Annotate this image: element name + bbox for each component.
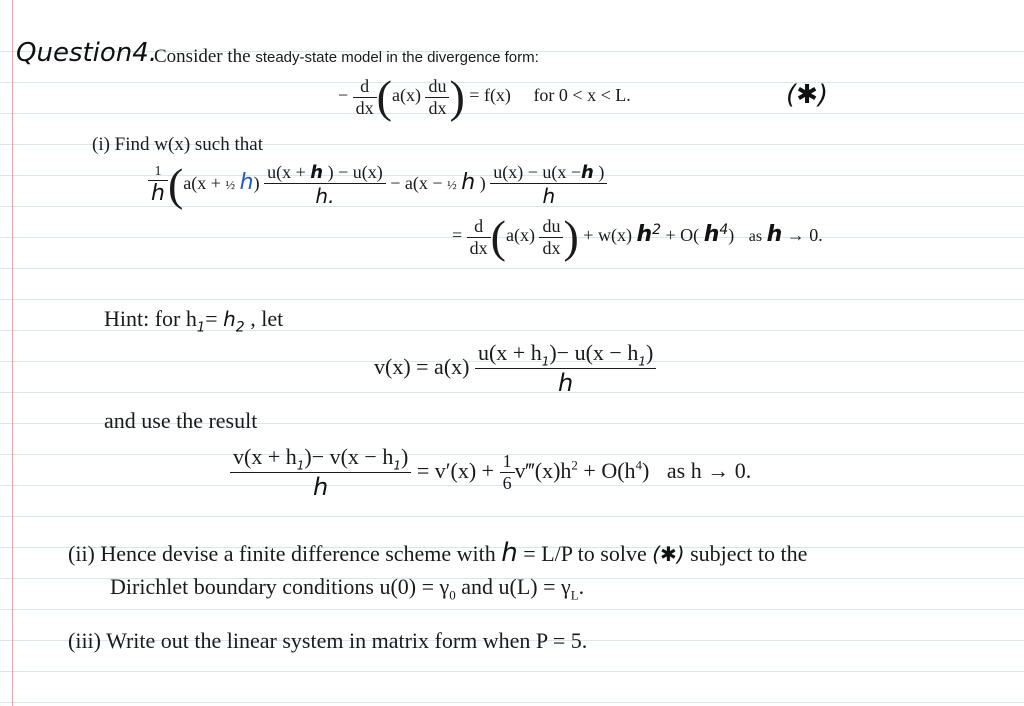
- margin-line: [12, 0, 13, 706]
- hint-line: Hint: for $h_1= h_2$ , let: [104, 306, 284, 336]
- v-definition: v(x) = a(x) $\frac{u(x + h_1)- u(x - h_1)}{h}$: [374, 340, 656, 397]
- part-ii-line2: Dirichlet boundary conditions $u(0) = \gamma_0$ and $u(L) = \gamma_L$.: [110, 574, 585, 603]
- intro-serif: Consider the: [154, 46, 251, 67]
- part-ii-line1: (ii) Hence devise a finite difference scheme with h = L/P to solve (✱) subject to the: [68, 538, 808, 568]
- equation-tag: (✱): [786, 80, 829, 110]
- frac-forward-diff: $\frac{u(x + h ) - u(x)}{h.}$: [264, 162, 386, 208]
- eq-rhs: = f(x): [469, 85, 511, 106]
- part-i-label: (i) Find w(x) such that: [92, 134, 263, 155]
- eq-ax: a(x): [391, 85, 421, 106]
- part-i-line1: $\frac{1}{h}$ (a(x + ½ h) $\frac{u(x + h ) - u(x)}{h.}$ − a(x − ½ h ) $\frac{u(x) - u(x -h )}{h}$: [148, 162, 607, 208]
- intro-line: [154, 46, 539, 68]
- main-equation: − $\frac{d}{dx}$ (a(x) $\frac{du}{dx}$ ) = f(x) for 0 < x < L.: [338, 71, 631, 122]
- intro-sans: steady-state model in the divergence form:: [255, 49, 539, 66]
- and-use-line: and use the result: [104, 408, 258, 433]
- eq-frac-d: $\frac{d}{dx}$: [353, 76, 377, 119]
- eq-minus: −: [338, 85, 349, 106]
- eq-domain: for 0 < x < L.: [533, 85, 631, 106]
- question-title: Question4.: [16, 38, 158, 68]
- frac-backward-diff: $\frac{u(x) - u(x -h )}{h}$: [490, 162, 607, 208]
- part-i-line2: = $\frac{d}{dx}$ (a(x) $\frac{du}{dx}$ ) + w(x) $h^2 + O$( $h^4$) as h → 0.: [452, 211, 823, 262]
- hint-result: $\frac{v(x + h_1)- v(x - h_1)}{h}$ = v′(x) + $\frac{1}{6}$ $v‴(x)h^2 + O(h^4)$ as h → 0.: [230, 444, 751, 501]
- frac-one-over-h: $\frac{1}{h}$: [148, 164, 168, 206]
- blue-h: h: [239, 170, 254, 196]
- part-iii-line: (iii) Write out the linear system in matrix form when P = 5.: [68, 628, 588, 653]
- eq-frac-du: $\frac{du}{dx}$: [425, 76, 449, 119]
